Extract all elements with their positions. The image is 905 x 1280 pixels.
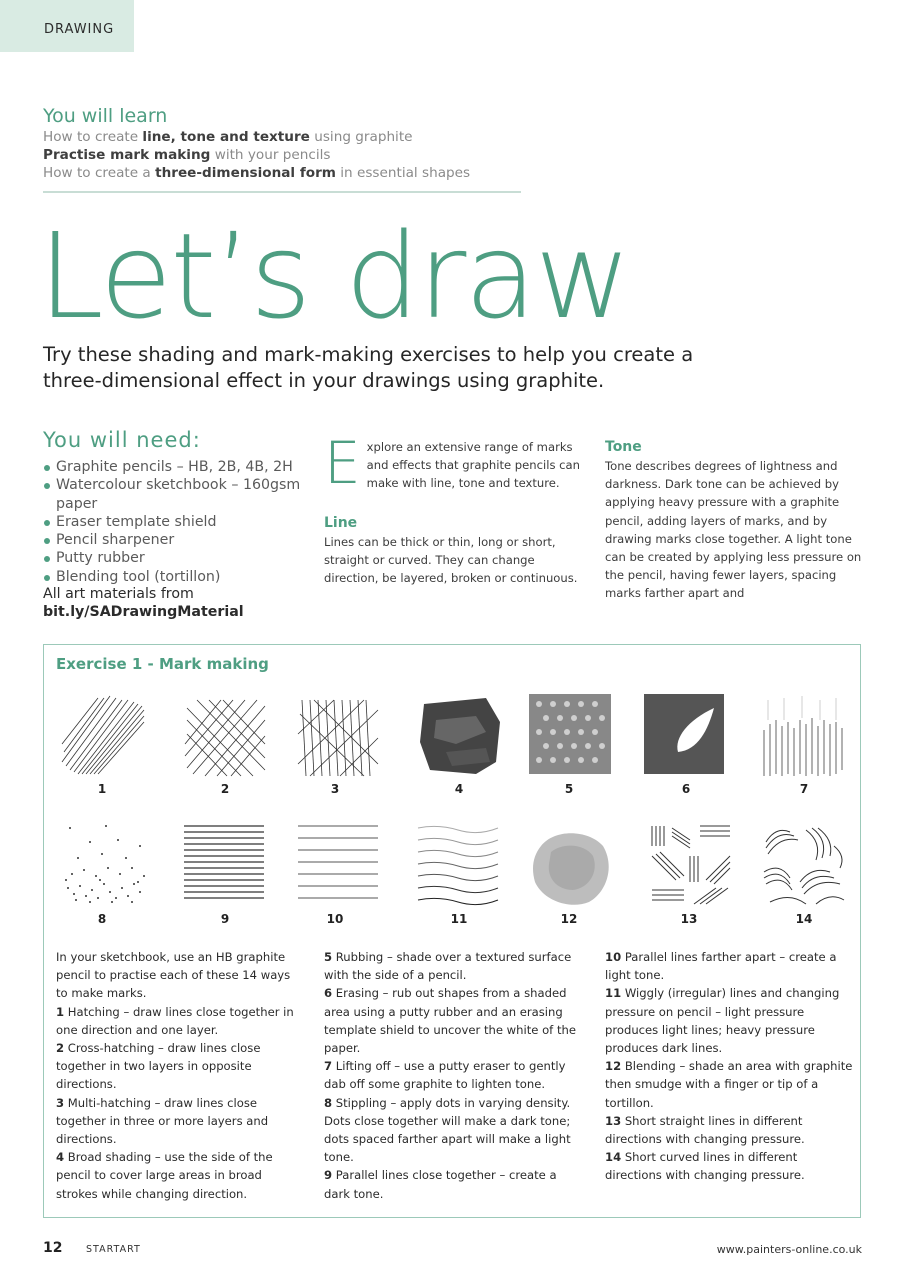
list-item: Watercolour sketchbook – 160gsm paper (43, 476, 303, 513)
swatch-parallel-apart (294, 820, 382, 908)
swatch-wiggly-lines (414, 820, 502, 908)
instructions-col-1 (56, 948, 296, 1203)
materials-list (43, 458, 303, 586)
page-title: Let’s draw (38, 207, 630, 345)
swatch-short-curved (760, 822, 848, 910)
page-number: 12 (43, 1240, 63, 1256)
swatch-parallel-close (180, 820, 268, 908)
line-heading: Line (324, 514, 358, 531)
list-item: Eraser template shield (43, 513, 303, 531)
step-item: 2 Cross-hatching – draw lines close together in two layers in opposite directions. (56, 1041, 261, 1092)
swatch-number: 10 (326, 912, 344, 926)
step-item: 4 Broad shading – use the side of the pencil to cover large areas in broad strokes while changing direction. (56, 1150, 273, 1201)
swatch-short-straight (646, 820, 734, 908)
materials-link[interactable]: bit.ly/SADrawingMaterial (43, 604, 244, 621)
bullet-icon (44, 483, 50, 489)
drop-cap: E (324, 429, 361, 497)
swatch-erasing (640, 690, 728, 778)
swatch-number: 7 (799, 782, 809, 796)
step-item: 8 Stippling – apply dots in varying density. Dots close together will make a dark tone; dots spaced farther apart will make a light tone. (324, 1095, 571, 1165)
swatch-hatching (58, 692, 146, 780)
footer-url[interactable]: www.painters-online.co.uk (716, 1243, 862, 1256)
step-item: 11 Wiggly (irregular) lines and changing pressure on pencil – light pressure produces light lines; heavy pressure produces dark lines. (605, 986, 840, 1056)
divider (43, 191, 521, 193)
materials-note (43, 585, 303, 622)
learn-heading: You will learn (43, 105, 168, 127)
swatch-number: 6 (681, 782, 691, 796)
tone-text: Tone describes degrees of lightness and darkness. Dark tone can be achieved by applying heavy pressure with a graphite pencil, adding layers of marks, and by drawing marks close together. A light tone can be created by applying less pressure on the pencil, having fewer layers, spacing marks farther apart and (605, 459, 862, 601)
intro-text: Try these shading and mark-making exercises to help you create a three-dimensional effect in your drawings using graphite. (43, 343, 694, 392)
step-item: 12 Blending – shade an area with graphite then smudge with a finger or tip of a tortillon. (605, 1059, 853, 1110)
swatch-number: 9 (220, 912, 230, 926)
magazine-brand: STARTART (86, 1244, 141, 1255)
swatch-number: 5 (564, 782, 574, 796)
explore-column (324, 429, 586, 587)
step-item: 6 Erasing – rub out shapes from a shaded area using a putty rubber and an erasing template shield to uncover the white of the paper. (324, 986, 576, 1056)
swatch-number: 3 (330, 782, 340, 796)
swatch-number: 13 (680, 912, 698, 926)
step-item: 5 Rubbing – shade over a textured surface with the side of a pencil. (324, 950, 572, 983)
section-tag: DRAWING (0, 0, 134, 52)
instructions-intro: In your sketchbook, use an HB graphite pencil to practise each of these 14 ways to make marks. (56, 950, 291, 1001)
swatch-multi-hatching (294, 694, 382, 782)
bullet-icon (44, 465, 50, 471)
swatch-broad-shading (416, 692, 504, 780)
explore-text: xplore an extensive range of marks and effects that graphite pencils can make with line, tone and texture. (366, 440, 581, 491)
learn-item: Practise mark making with your pencils (43, 147, 331, 163)
swatch-number: 14 (795, 912, 813, 926)
materials-note-text: All art materials from (43, 586, 194, 602)
line-text: Lines can be thick or thin, long or short, straight or curved. They can change direction, be layered, broken or continuous. (324, 534, 578, 586)
swatch-number: 4 (454, 782, 464, 796)
step-item: 7 Lifting off – use a putty eraser to gently dab off some graphite to lighten tone. (324, 1059, 566, 1092)
learn-item: How to create line, tone and texture using graphite (43, 129, 413, 145)
swatch-number: 8 (97, 912, 107, 926)
learn-item: How to create a three-dimensional form in essential shapes (43, 165, 471, 181)
step-item: 10 Parallel lines farther apart – create a light tone. (605, 950, 837, 983)
step-item: 9 Parallel lines close together – create a dark tone. (324, 1168, 557, 1201)
swatch-cross-hatching (181, 694, 269, 782)
list-item: Graphite pencils – HB, 2B, 4B, 2H (43, 458, 303, 476)
swatch-blending (527, 822, 615, 910)
step-item: 13 Short straight lines in different directions with changing pressure. (605, 1113, 805, 1147)
bullet-icon (44, 520, 50, 526)
swatch-stippling (60, 818, 148, 906)
swatch-number: 11 (450, 912, 468, 926)
learn-list (43, 128, 470, 182)
swatch-rubbing (525, 690, 613, 778)
instructions-col-2 (324, 948, 586, 1203)
step-item: 14 Short curved lines in different directions with changing pressure. (605, 1150, 805, 1183)
list-item: Pencil sharpener (43, 531, 303, 549)
list-item: Blending tool (tortillon) (43, 568, 303, 586)
swatch-lifting-off (758, 690, 846, 778)
tone-heading: Tone (605, 439, 642, 455)
tone-column (605, 437, 863, 603)
swatch-number: 12 (560, 912, 578, 926)
step-item: 3 Multi-hatching – draw lines close together in three or more layers and directions. (56, 1095, 269, 1147)
step-item: 1 Hatching – draw lines close together in one direction and one layer. (56, 1004, 294, 1037)
bullet-icon (44, 556, 50, 562)
bullet-icon (44, 538, 50, 544)
exercise-title: Exercise 1 - Mark making (56, 655, 269, 673)
swatch-number: 2 (220, 782, 230, 796)
need-heading: You will need: (43, 428, 201, 452)
list-item: Putty rubber (43, 549, 303, 567)
instructions-col-3 (605, 948, 855, 1185)
bullet-icon (44, 575, 50, 581)
swatch-number: 1 (97, 782, 107, 796)
